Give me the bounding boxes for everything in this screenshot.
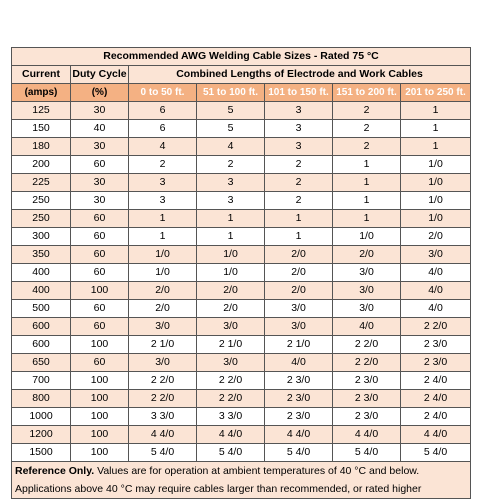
cell-cable-size: 1 — [333, 156, 401, 174]
cell-current: 150 — [12, 120, 71, 138]
header-range-0-50: 0 to 50 ft. — [129, 84, 197, 102]
cell-cable-size: 1/0 — [401, 192, 471, 210]
cell-cable-size: 5 — [197, 120, 265, 138]
cell-current: 180 — [12, 138, 71, 156]
table-row — [12, 102, 471, 120]
table-row — [12, 246, 471, 264]
cell-cable-size: 4/0 — [265, 354, 333, 372]
table-row — [12, 174, 471, 192]
cell-cable-size: 1/0 — [197, 246, 265, 264]
cell-current: 300 — [12, 228, 71, 246]
cell-duty-cycle: 100 — [71, 444, 129, 462]
cell-cable-size: 3 3/0 — [197, 408, 265, 426]
cell-cable-size: 2 4/0 — [401, 372, 471, 390]
cell-cable-size: 1/0 — [333, 228, 401, 246]
cell-cable-size: 2/0 — [333, 246, 401, 264]
table-row — [12, 372, 471, 390]
cell-cable-size: 2 3/0 — [333, 390, 401, 408]
cell-current: 400 — [12, 282, 71, 300]
cell-cable-size: 4 4/0 — [129, 426, 197, 444]
cell-cable-size: 3/0 — [129, 354, 197, 372]
cell-cable-size: 1 — [129, 210, 197, 228]
table-row — [12, 282, 471, 300]
header-amps: (amps) — [12, 84, 71, 102]
cell-cable-size: 2/0 — [401, 228, 471, 246]
cell-cable-size: 1/0 — [129, 246, 197, 264]
cell-cable-size: 2 3/0 — [401, 336, 471, 354]
cell-cable-size: 3/0 — [401, 246, 471, 264]
cell-cable-size: 2 2/0 — [129, 372, 197, 390]
cell-cable-size: 2 3/0 — [401, 354, 471, 372]
cell-current: 600 — [12, 318, 71, 336]
cell-cable-size: 1 — [333, 210, 401, 228]
table-title: Recommended AWG Welding Cable Sizes - Rated 75 °C — [12, 48, 471, 66]
cell-cable-size: 2/0 — [265, 246, 333, 264]
cell-duty-cycle: 60 — [71, 300, 129, 318]
cell-cable-size: 3 — [197, 174, 265, 192]
note-bold: Reference Only. — [15, 465, 95, 477]
cell-current: 400 — [12, 264, 71, 282]
cell-cable-size: 1 — [401, 120, 471, 138]
cell-current: 1200 — [12, 426, 71, 444]
cell-cable-size: 1/0 — [197, 264, 265, 282]
cell-duty-cycle: 40 — [71, 120, 129, 138]
cell-cable-size: 2 1/0 — [129, 336, 197, 354]
header-range-151-200: 151 to 200 ft. — [333, 84, 401, 102]
table-row — [12, 228, 471, 246]
cell-cable-size: 3 — [197, 192, 265, 210]
cell-cable-size: 2 3/0 — [333, 372, 401, 390]
cell-cable-size: 2 2/0 — [197, 372, 265, 390]
table-row — [12, 210, 471, 228]
cell-cable-size: 6 — [129, 102, 197, 120]
cell-cable-size: 3/0 — [265, 318, 333, 336]
table-row — [12, 300, 471, 318]
cell-cable-size: 1/0 — [401, 174, 471, 192]
cell-cable-size: 4/0 — [333, 318, 401, 336]
cell-cable-size: 5 4/0 — [333, 444, 401, 462]
cell-cable-size: 4 — [197, 138, 265, 156]
header-current: Current — [12, 66, 71, 84]
cell-cable-size: 3 — [129, 174, 197, 192]
cell-cable-size: 2 — [265, 156, 333, 174]
cell-cable-size: 2 2/0 — [197, 390, 265, 408]
cell-cable-size: 2 2/0 — [401, 318, 471, 336]
cell-current: 1000 — [12, 408, 71, 426]
cell-current: 200 — [12, 156, 71, 174]
cell-duty-cycle: 60 — [71, 264, 129, 282]
cell-cable-size: 2 1/0 — [197, 336, 265, 354]
cell-cable-size: 4 4/0 — [197, 426, 265, 444]
cell-cable-size: 3/0 — [333, 300, 401, 318]
header-range-201-250: 201 to 250 ft. — [401, 84, 471, 102]
cell-cable-size: 1/0 — [129, 264, 197, 282]
cell-cable-size: 5 4/0 — [401, 444, 471, 462]
cell-cable-size: 2 — [129, 156, 197, 174]
cell-cable-size: 1 — [333, 174, 401, 192]
cell-duty-cycle: 30 — [71, 138, 129, 156]
cell-duty-cycle: 100 — [71, 426, 129, 444]
cell-cable-size: 3 3/0 — [129, 408, 197, 426]
cell-duty-cycle: 100 — [71, 372, 129, 390]
cell-cable-size: 3/0 — [197, 354, 265, 372]
cell-cable-size: 2 4/0 — [401, 408, 471, 426]
cell-cable-size: 3/0 — [197, 318, 265, 336]
welding-cable-table — [11, 47, 471, 499]
header-range-101-150: 101 to 150 ft. — [265, 84, 333, 102]
table-row — [12, 192, 471, 210]
cell-cable-size: 2/0 — [129, 282, 197, 300]
cell-cable-size: 3/0 — [333, 264, 401, 282]
header-range-51-100: 51 to 100 ft. — [197, 84, 265, 102]
header-percent: (%) — [71, 84, 129, 102]
cell-cable-size: 1 — [265, 210, 333, 228]
cell-cable-size: 5 4/0 — [265, 444, 333, 462]
cell-cable-size: 3/0 — [333, 282, 401, 300]
cell-current: 350 — [12, 246, 71, 264]
cell-duty-cycle: 100 — [71, 282, 129, 300]
cell-current: 650 — [12, 354, 71, 372]
cell-cable-size: 2 — [265, 192, 333, 210]
table-row — [12, 354, 471, 372]
table-row — [12, 444, 471, 462]
cell-current: 225 — [12, 174, 71, 192]
cell-duty-cycle: 100 — [71, 408, 129, 426]
cell-cable-size: 1 — [197, 228, 265, 246]
cell-duty-cycle: 30 — [71, 174, 129, 192]
cell-cable-size: 1 — [265, 228, 333, 246]
cell-cable-size: 2 3/0 — [265, 390, 333, 408]
cell-cable-size: 3/0 — [129, 318, 197, 336]
cell-cable-size: 2 — [333, 120, 401, 138]
cell-cable-size: 2 3/0 — [265, 372, 333, 390]
cell-cable-size: 2 2/0 — [333, 336, 401, 354]
table-row — [12, 120, 471, 138]
header-combined-lengths: Combined Lengths of Electrode and Work Cables — [129, 66, 471, 84]
cell-cable-size: 2 2/0 — [129, 390, 197, 408]
cell-current: 1500 — [12, 444, 71, 462]
cell-cable-size: 2 3/0 — [265, 408, 333, 426]
cell-cable-size: 2 — [265, 174, 333, 192]
cell-cable-size: 1 — [401, 138, 471, 156]
cell-duty-cycle: 60 — [71, 246, 129, 264]
cell-cable-size: 4 4/0 — [265, 426, 333, 444]
cell-cable-size: 1/0 — [401, 210, 471, 228]
table-body — [12, 102, 471, 462]
cell-duty-cycle: 60 — [71, 354, 129, 372]
cell-current: 500 — [12, 300, 71, 318]
cell-cable-size: 1 — [129, 228, 197, 246]
cell-cable-size: 2 — [197, 156, 265, 174]
welding-cable-table-frame — [11, 47, 470, 499]
cell-cable-size: 2 1/0 — [265, 336, 333, 354]
cell-duty-cycle: 60 — [71, 156, 129, 174]
cell-cable-size: 4 4/0 — [401, 426, 471, 444]
table-row — [12, 408, 471, 426]
cell-cable-size: 6 — [129, 120, 197, 138]
cell-cable-size: 3 — [265, 138, 333, 156]
cell-cable-size: 2/0 — [265, 282, 333, 300]
cell-cable-size: 3 — [129, 192, 197, 210]
cell-cable-size: 1 — [401, 102, 471, 120]
cell-cable-size: 3 — [265, 102, 333, 120]
table-row — [12, 156, 471, 174]
cell-cable-size: 2 4/0 — [401, 390, 471, 408]
table-row — [12, 390, 471, 408]
note-line1: Values are for operation at ambient temperatures of 40 °C and below. — [94, 465, 420, 477]
cell-cable-size: 3/0 — [265, 300, 333, 318]
cell-current: 700 — [12, 372, 71, 390]
cell-cable-size: 1 — [333, 192, 401, 210]
cell-duty-cycle: 30 — [71, 102, 129, 120]
cell-duty-cycle: 100 — [71, 390, 129, 408]
note-line2: Applications above 40 °C may require cables larger than recommended, or rated higher — [15, 483, 422, 495]
cell-cable-size: 2/0 — [129, 300, 197, 318]
cell-cable-size: 2/0 — [265, 264, 333, 282]
cell-duty-cycle: 60 — [71, 210, 129, 228]
cell-cable-size: 2 — [333, 138, 401, 156]
cell-duty-cycle: 100 — [71, 336, 129, 354]
cell-cable-size: 1/0 — [401, 156, 471, 174]
cell-cable-size: 2/0 — [197, 300, 265, 318]
cell-current: 800 — [12, 390, 71, 408]
cell-cable-size: 5 4/0 — [197, 444, 265, 462]
cell-cable-size: 2 2/0 — [333, 354, 401, 372]
cell-cable-size: 4/0 — [401, 264, 471, 282]
cell-current: 250 — [12, 192, 71, 210]
cell-duty-cycle: 30 — [71, 192, 129, 210]
cell-current: 250 — [12, 210, 71, 228]
cell-duty-cycle: 60 — [71, 228, 129, 246]
reference-note — [12, 462, 471, 499]
cell-cable-size: 4/0 — [401, 300, 471, 318]
cell-duty-cycle: 60 — [71, 318, 129, 336]
cell-cable-size: 2 — [333, 102, 401, 120]
table-row — [12, 336, 471, 354]
cell-cable-size: 5 — [197, 102, 265, 120]
cell-cable-size: 4 — [129, 138, 197, 156]
cell-current: 600 — [12, 336, 71, 354]
table-row — [12, 138, 471, 156]
cell-cable-size: 2 3/0 — [333, 408, 401, 426]
cell-cable-size: 4/0 — [401, 282, 471, 300]
table-row — [12, 264, 471, 282]
table-row — [12, 426, 471, 444]
cell-cable-size: 3 — [265, 120, 333, 138]
cell-cable-size: 2/0 — [197, 282, 265, 300]
cell-current: 125 — [12, 102, 71, 120]
table-row — [12, 318, 471, 336]
cell-cable-size: 1 — [197, 210, 265, 228]
header-duty-cycle: Duty Cycle — [71, 66, 129, 84]
cell-cable-size: 4 4/0 — [333, 426, 401, 444]
cell-cable-size: 5 4/0 — [129, 444, 197, 462]
